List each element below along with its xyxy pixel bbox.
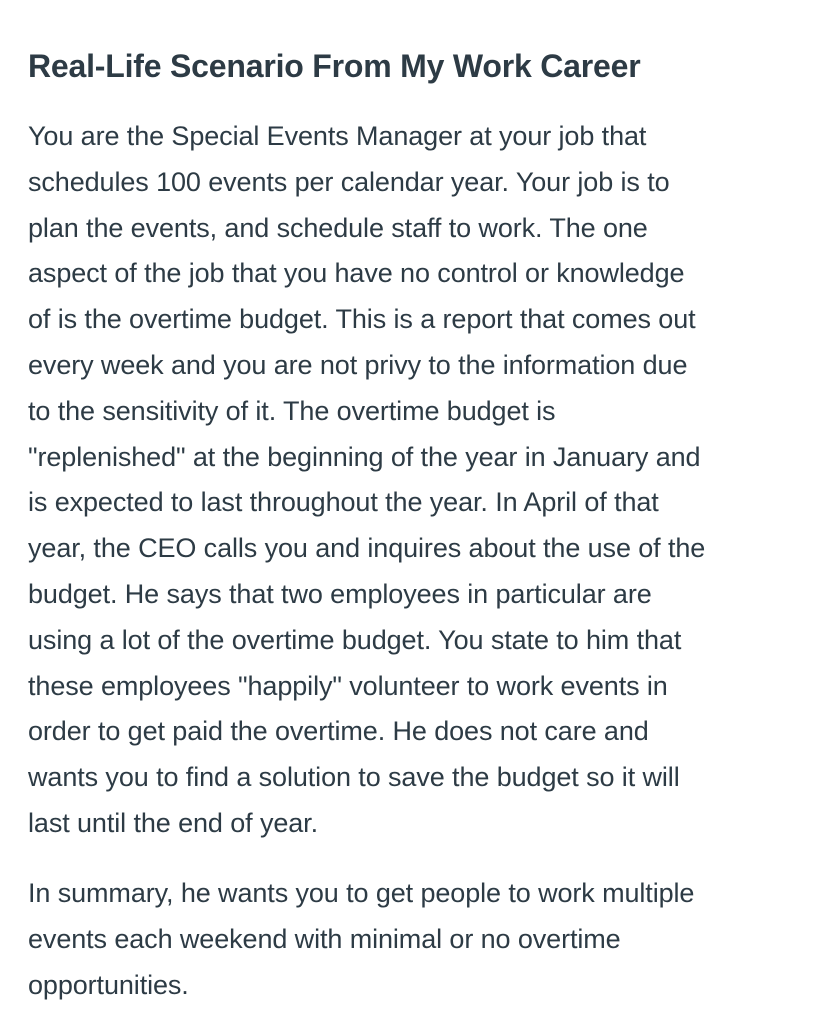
paragraph-line: these employees "happily" volunteer to work events in bbox=[28, 670, 668, 701]
document-page bbox=[28, 0, 803, 1024]
paragraph-line: every week and you are not privy to the information due bbox=[28, 349, 688, 380]
paragraph-line: order to get paid the overtime. He does not care and bbox=[28, 716, 649, 747]
paragraph-line: wants you to find a solution to save the budget so it will bbox=[28, 762, 680, 793]
page-title: Real-Life Scenario From My Work Career bbox=[28, 48, 641, 84]
paragraph-line: schedules 100 events per calendar year. Your job is to bbox=[28, 166, 670, 197]
paragraph-line: aspect of the job that you have no control or knowledge bbox=[28, 258, 685, 289]
summary-paragraph bbox=[28, 871, 803, 1008]
paragraph-line: In summary, he wants you to get people to work multiple bbox=[28, 878, 695, 908]
scenario-paragraph bbox=[28, 114, 803, 847]
paragraph-line: year, the CEO calls you and inquires about the use of the bbox=[28, 533, 706, 564]
paragraph-line: plan the events, and schedule staff to work. The one bbox=[28, 212, 648, 243]
paragraph-line: is expected to last throughout the year. In April of that bbox=[28, 487, 659, 518]
paragraph-line: You are the Special Events Manager at your job that bbox=[28, 121, 647, 151]
paragraph-line: opportunities. bbox=[28, 969, 189, 1000]
paragraph-line: events each weekend with minimal or no overtime bbox=[28, 923, 621, 954]
paragraph-line: of is the overtime budget. This is a report that comes out bbox=[28, 304, 696, 335]
paragraph-line: using a lot of the overtime budget. You state to him that bbox=[28, 624, 682, 655]
paragraph-line: to the sensitivity of it. The overtime budget is bbox=[28, 395, 556, 426]
paragraph-line: budget. He says that two employees in particular are bbox=[28, 578, 652, 609]
paragraph-line: last until the end of year. bbox=[28, 807, 318, 838]
paragraph-line: "replenished" at the beginning of the year in January and bbox=[28, 441, 701, 472]
